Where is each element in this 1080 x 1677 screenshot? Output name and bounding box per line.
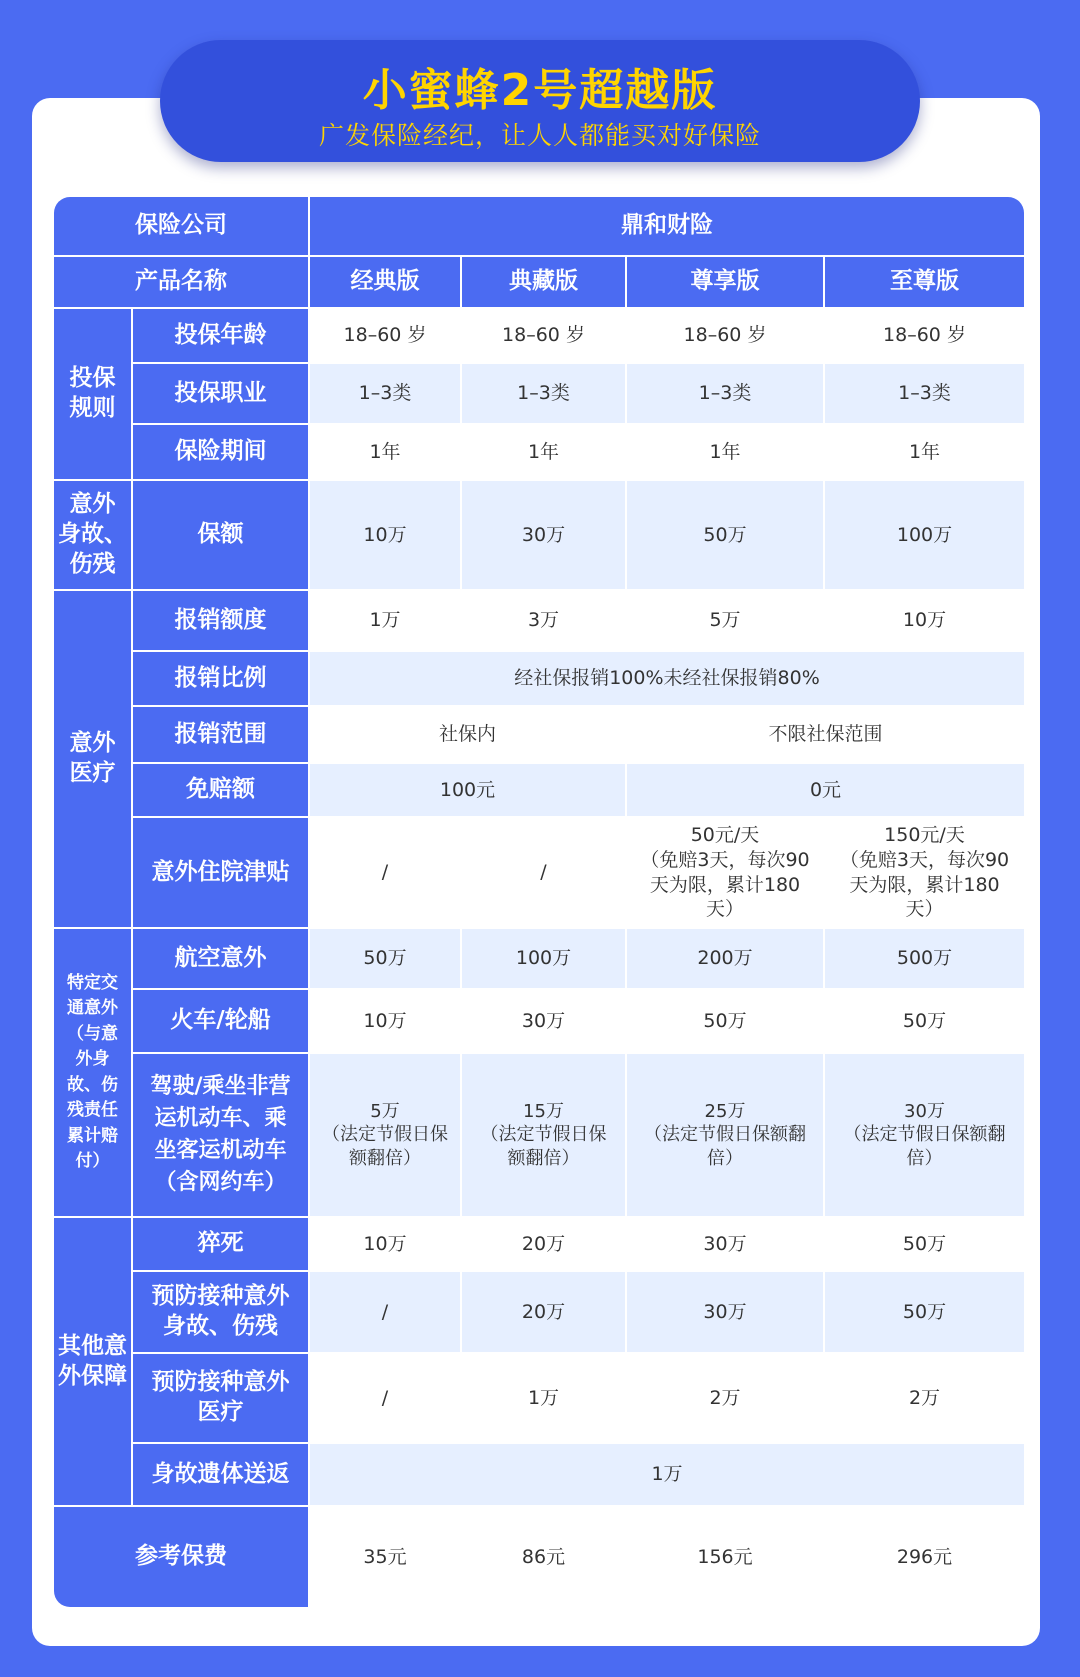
row-label-vaccine-medical: 预防接种意外 医疗 — [133, 1354, 308, 1442]
table-cell: 10万 — [310, 481, 460, 589]
page-subtitle: 广发保险经纪，让人人都能买对好保险 — [318, 121, 761, 150]
table-cell: 1万 — [310, 591, 460, 650]
plan-header: 经典版 — [310, 257, 460, 307]
table-cell: 25万 （法定节假日保额翻 倍） — [627, 1054, 823, 1216]
table-cell: 5万 （法定节假日保 额翻倍） — [310, 1054, 460, 1216]
premium-cell: 156元 — [627, 1507, 823, 1607]
table-cell: / — [310, 1354, 460, 1442]
plan-header: 典藏版 — [462, 257, 625, 307]
premium-cell: 86元 — [462, 1507, 625, 1607]
row-label-sudden-death: 猝死 — [133, 1218, 308, 1270]
table-cell: 30万 — [627, 1218, 823, 1270]
category-accident-medical: 意外 医疗 — [54, 591, 131, 927]
table-cell: 2万 — [627, 1354, 823, 1442]
row-label-period: 保险期间 — [133, 425, 308, 479]
row-label-reimb-ratio: 报销比例 — [133, 652, 308, 705]
row-label-vaccine-death: 预防接种意外 身故、伤残 — [133, 1272, 308, 1352]
premium-cell: 35元 — [310, 1507, 460, 1607]
table-cell: 1–3类 — [627, 364, 823, 423]
table-cell: 10万 — [310, 1218, 460, 1270]
row-label-train: 火车/轮船 — [133, 990, 308, 1052]
page-title: 小蜜蜂2号超越版 — [362, 65, 718, 116]
table-cell: 20万 — [462, 1218, 625, 1270]
table-cell: 10万 — [310, 990, 460, 1052]
table-cell: 3万 — [462, 591, 625, 650]
category-accident-death: 意外 身故、 伤残 — [54, 481, 131, 589]
row-label-reimb-amount: 报销额度 — [133, 591, 308, 650]
table-cell: 18–60 岁 — [627, 309, 823, 362]
table-cell: 1–3类 — [310, 364, 460, 423]
row-label-occupation: 投保职业 — [133, 364, 308, 423]
table-cell: 30万 — [627, 1272, 823, 1352]
company-label: 保险公司 — [54, 197, 308, 255]
category-other: 其他意 外保障 — [54, 1218, 131, 1505]
table-cell: 50万 — [310, 929, 460, 988]
table-cell: 50元/天 （免赔3天，每次90 天为限，累计180 天） — [627, 818, 823, 927]
table-cell: / — [310, 818, 460, 927]
company-name: 鼎和财险 — [310, 197, 1024, 255]
row-label-hospital: 意外住院津贴 — [133, 818, 308, 927]
table-cell: 50万 — [825, 1218, 1024, 1270]
table-cell-merged: 0元 — [627, 764, 1024, 816]
premium-cell: 296元 — [825, 1507, 1024, 1607]
table-cell: 10万 — [825, 591, 1024, 650]
table-cell: 500万 — [825, 929, 1024, 988]
row-label-deductible: 免赔额 — [133, 764, 308, 816]
table-cell: 30万 — [462, 990, 625, 1052]
title-banner — [160, 40, 920, 162]
table-cell-merged: 不限社保范围 — [627, 707, 1024, 762]
table-cell: / — [462, 818, 625, 927]
table-cell: 50万 — [825, 1272, 1024, 1352]
row-label-reimb-scope: 报销范围 — [133, 707, 308, 762]
table-cell: 50万 — [825, 990, 1024, 1052]
table-cell: 100万 — [825, 481, 1024, 589]
row-label-age: 投保年龄 — [133, 309, 308, 362]
table-cell: 1–3类 — [825, 364, 1024, 423]
table-cell: 200万 — [627, 929, 823, 988]
table-cell: 150元/天 （免赔3天，每次90 天为限，累计180 天） — [825, 818, 1024, 927]
table-cell: 1年 — [627, 425, 823, 479]
table-cell: 1年 — [310, 425, 460, 479]
product-label: 产品名称 — [54, 257, 308, 307]
table-cell: 1–3类 — [462, 364, 625, 423]
table-cell-merged: 经社保报销100%未经社保报销80% — [310, 652, 1024, 705]
row-label-aviation: 航空意外 — [133, 929, 308, 988]
category-rules: 投保 规则 — [54, 309, 131, 479]
table-cell: 50万 — [627, 990, 823, 1052]
table-cell-merged: 100元 — [310, 764, 625, 816]
row-label-repatriation: 身故遗体送返 — [133, 1444, 308, 1505]
table-cell: 18–60 岁 — [825, 309, 1024, 362]
table-cell: / — [310, 1272, 460, 1352]
table-cell: 2万 — [825, 1354, 1024, 1442]
table-cell: 18–60 岁 — [310, 309, 460, 362]
table-cell: 30万 （法定节假日保额翻 倍） — [825, 1054, 1024, 1216]
category-traffic: 特定交 通意外 （与意 外身 故、伤 残责任 累计赔 付） — [54, 929, 131, 1216]
table-cell: 5万 — [627, 591, 823, 650]
table-cell: 100万 — [462, 929, 625, 988]
table-cell: 1年 — [825, 425, 1024, 479]
plan-header: 尊享版 — [627, 257, 823, 307]
table-cell: 1万 — [462, 1354, 625, 1442]
table-cell-merged: 1万 — [310, 1444, 1024, 1505]
row-label-sum-insured: 保额 — [133, 481, 308, 589]
table-cell: 15万 （法定节假日保 额翻倍） — [462, 1054, 625, 1216]
premium-label: 参考保费 — [54, 1507, 308, 1607]
row-label-vehicle: 驾驶/乘坐非营 运机动车、乘 坐客运机动车 （含网约车） — [133, 1054, 308, 1216]
table-cell-merged: 社保内 — [310, 707, 625, 762]
comparison-table — [54, 197, 1024, 1607]
table-cell: 20万 — [462, 1272, 625, 1352]
table-cell: 18–60 岁 — [462, 309, 625, 362]
plan-header: 至尊版 — [825, 257, 1024, 307]
table-cell: 1年 — [462, 425, 625, 479]
table-cell: 50万 — [627, 481, 823, 589]
table-cell: 30万 — [462, 481, 625, 589]
